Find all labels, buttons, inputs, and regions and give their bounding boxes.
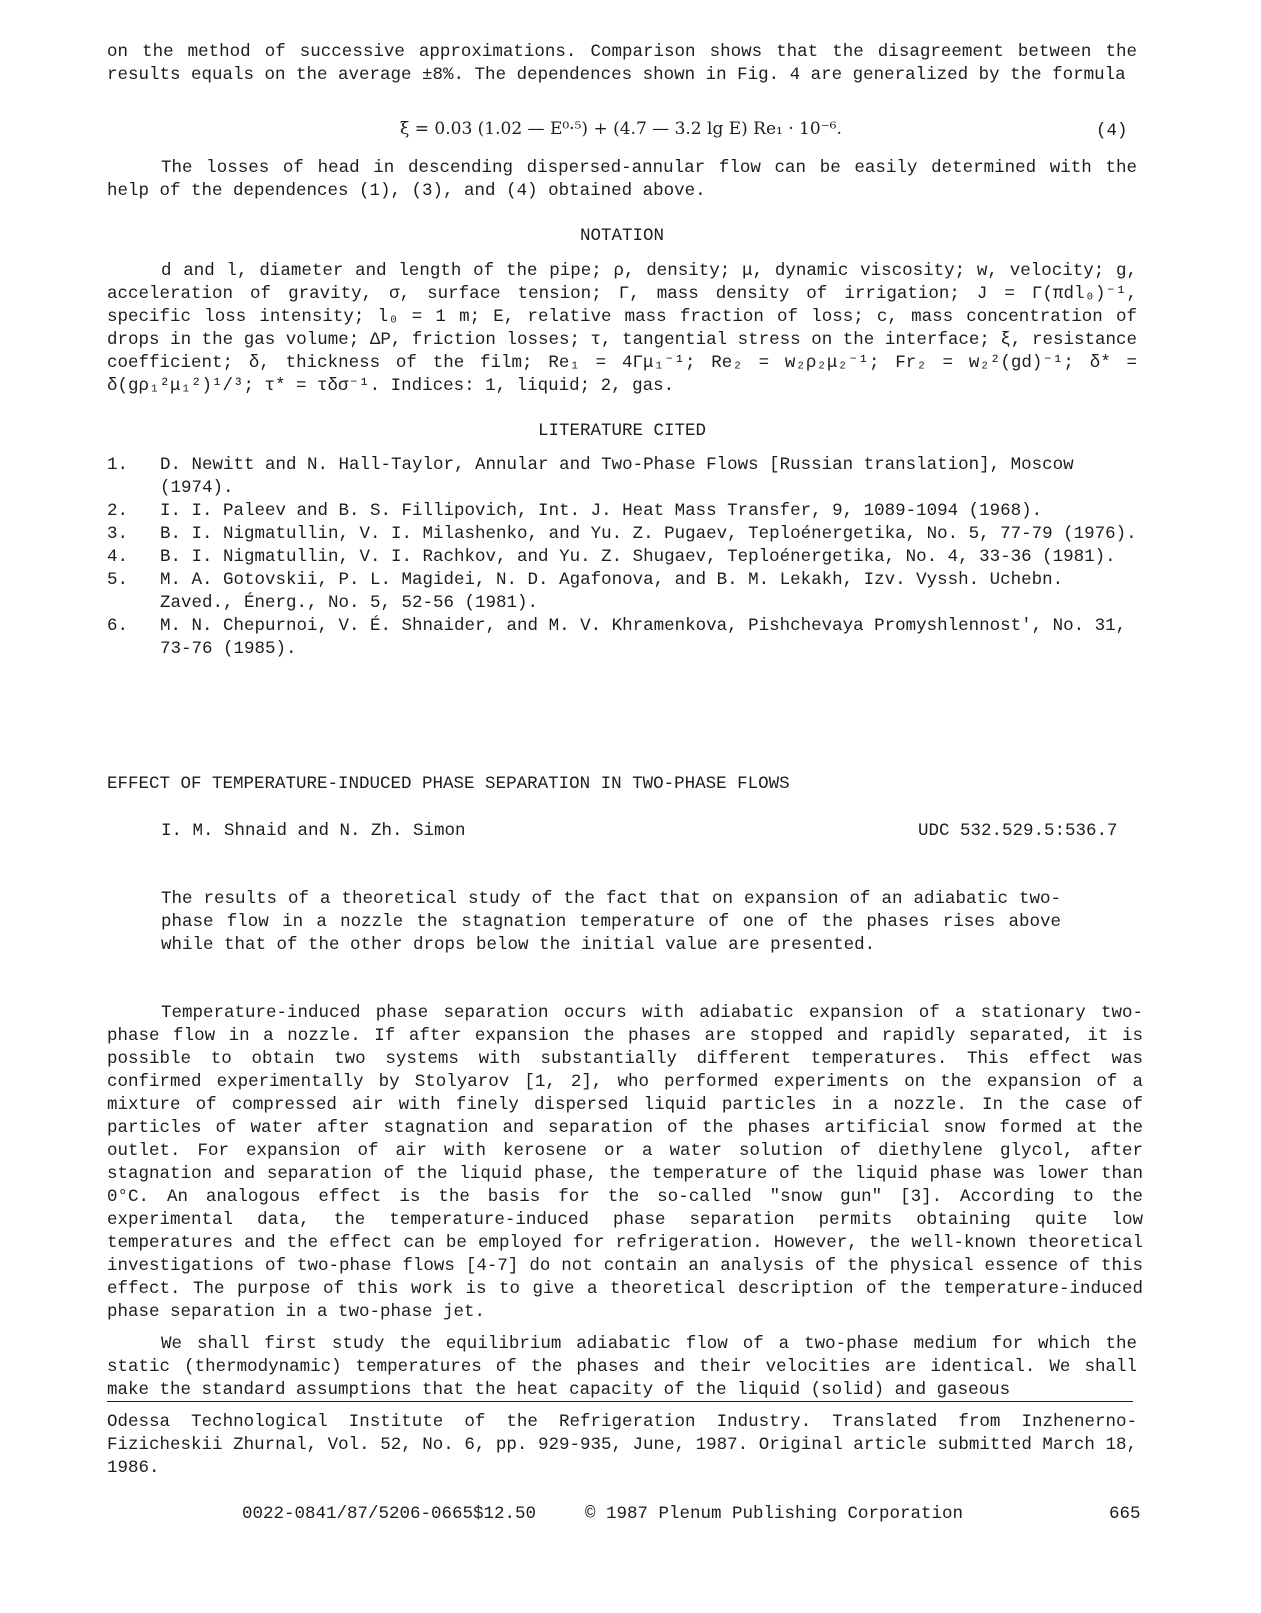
reference-number: 5. <box>107 570 129 590</box>
reference-text: M. N. Chepurnoi, V. É. Shnaider, and M. V. Khramenkova, Pishchevaya Promyshlennost', No. 31, 73-76 (1985). <box>160 616 1127 659</box>
abstract: The results of a theoretical study of the fact that on expansion of an adiabatic two-phase flow in a nozzle the stagnation temperature of one of the phases rises above while that of the other drops below the initial value are presented. <box>161 889 1061 955</box>
intro-paragraph: on the method of successive approximations. Comparison shows that the disagreement between the results equals on the average ±8%. The dependences shown in Fig. 4 are generalized by the formula <box>107 42 1137 85</box>
article-title: EFFECT OF TEMPERATURE-INDUCED PHASE SEPARATION IN TWO-PHASE FLOWS <box>107 774 790 794</box>
equation-number: (4) <box>1096 121 1128 141</box>
reference-number: 6. <box>107 616 129 636</box>
copyright-notice: © 1987 Plenum Publishing Corporation <box>585 1504 964 1524</box>
article-authors: I. M. Shnaid and N. Zh. Simon <box>161 821 466 841</box>
reference-item <box>107 454 1147 500</box>
udc-code: UDC 532.529.5:536.7 <box>918 821 1118 841</box>
body-paragraph-1: Temperature-induced phase separation occurs with adiabatic expansion of a stationary two-phase flow in a nozzle. If after expansion the phases are stopped and rapidly separated, it is possible to obtain two systems with substantially different temperatures. This effect was confirmed experimentally by Stolyarov [1, 2], who performed experiments on the expansion of a mixture of compressed air with finely dispersed liquid particles in a nozzle. In the case of particles of water after stagnation and separation of the phases artificial snow formed at the outlet. For expansion of air with kerosene or a water solution of diethylene glycol, after stagnation and separation of the liquid phase, the temperature of the liquid phase was lower than 0°C. An analogous effect is the basis for the so-called "snow gun" [3]. According to the experimental data, the temperature-induced phase separation permits obtaining quite low temperatures and the effect can be employed for refrigeration. However, the well-known theoretical investigations of two-phase flows [4-7] do not contain an analysis of the physical essence of this effect. The purpose of this work is to give a theoretical description of the temperature-induced phase separation in a two-phase jet. <box>107 1003 1143 1322</box>
reference-item <box>107 523 1147 546</box>
footnote: Odessa Technological Institute of the Refrigeration Industry. Translated from Inzhenerno-Fizicheskii Zhurnal, Vol. 52, No. 6, pp. 929-935, June, 1987. Original article submitted March 18, 1986. <box>107 1412 1137 1478</box>
reference-item <box>107 569 1147 615</box>
reference-number: 4. <box>107 547 129 567</box>
page-number: 665 <box>1109 1504 1141 1524</box>
reference-list <box>107 454 1147 661</box>
reference-item <box>107 500 1147 523</box>
footnote-divider <box>107 1401 1133 1402</box>
reference-text: M. A. Gotovskii, P. L. Magidei, N. D. Agafonova, and B. M. Lekakh, Izv. Vyssh. Uchebn. Zaved., Énerg., No. 5, 52-56 (1981). <box>160 570 1064 613</box>
reference-text: B. I. Nigmatullin, V. I. Milashenko, and Yu. Z. Pugaev, Teploénergetika, No. 5, 77-79 (1976). <box>160 524 1137 544</box>
reference-text: I. I. Paleev and B. S. Fillipovich, Int. J. Heat Mass Transfer, 9, 1089-1094 (1968). <box>160 501 1043 521</box>
notation-heading: NOTATION <box>579 226 664 246</box>
notation-text: d and l, diameter and length of the pipe; ρ, density; μ, dynamic viscosity; w, velocity; g, acceleration of gravity, σ, surface tension; Γ, mass density of irrigation; J = Γ(πdl₀)⁻¹, specific loss intensity; l₀ = 1 m; E, relative mass fraction of loss; c, mass concentration of drops in the gas volume; ΔP, friction losses; τ, tangential stress on the interface; ξ, resistance coefficient; δ, thickness of the film; Re₁ = 4Γμ₁⁻¹; Re₂ = w₂ρ₂μ₂⁻¹; Fr₂ = w₂²(gd)⁻¹; δ* = δ(gρ₁²μ₁²)¹/³; τ* = τδσ⁻¹. Indices: 1, liquid; 2, gas. <box>107 261 1137 396</box>
article-code: 0022-0841/87/5206-0665$12.50 <box>242 1504 537 1524</box>
literature-heading: LITERATURE CITED <box>537 421 707 441</box>
reference-text: D. Newitt and N. Hall-Taylor, Annular and Two-Phase Flows [Russian translation], Moscow (1974). <box>160 455 1074 498</box>
reference-number: 2. <box>107 501 129 521</box>
reference-item <box>107 546 1147 569</box>
reference-item <box>107 615 1147 661</box>
body-paragraph-2: We shall first study the equilibrium adiabatic flow of a two-phase medium for which the static (thermodynamic) temperatures of the phases and their velocities are identical. We shall make the standard assumptions that the heat capacity of the liquid (solid) and gaseous <box>107 1334 1137 1400</box>
reference-number: 3. <box>107 524 129 544</box>
formula-4: ξ = 0.03 (1.02 — E⁰·⁵) + (4.7 — 3.2 lg E) Re₁ · 10⁻⁶. <box>400 119 842 139</box>
reference-number: 1. <box>107 455 129 475</box>
closing-paragraph: The losses of head in descending dispersed-annular flow can be easily determined with the help of the dependences (1), (3), and (4) obtained above. <box>107 158 1137 201</box>
reference-text: B. I. Nigmatullin, V. I. Rachkov, and Yu. Z. Shugaev, Teploénergetika, No. 4, 33-36 (1981). <box>160 547 1116 567</box>
